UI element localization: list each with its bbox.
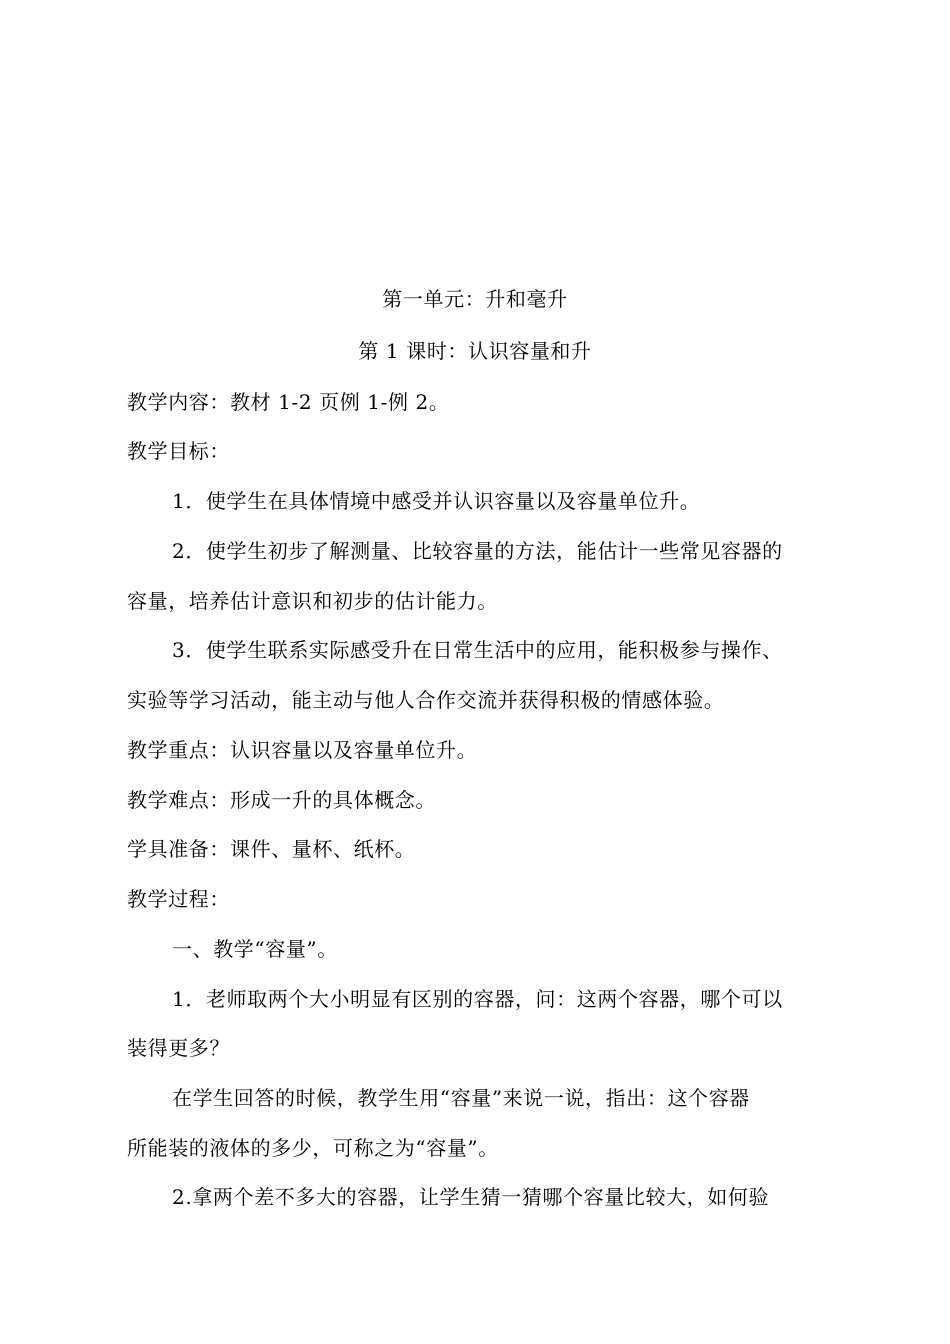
process-heading: 教学过程： (127, 887, 230, 911)
step-1-line-2: 装得更多？ (127, 1036, 230, 1060)
paragraph-line-1: 在学生回答的时候，教学生用“容量”来说一说，指出：这个容器 (172, 1086, 750, 1110)
goal-3-line-1: 3．使学生联系实际感受升在日常生活中的应用，能积极参与操作、 (172, 638, 783, 662)
goal-3-line-2: 实验等学习活动，能主动与他人合作交流并获得积极的情感体验。 (127, 688, 725, 712)
materials: 学具准备：课件、量杯、纸杯。 (127, 837, 416, 861)
goal-2-line-2: 容量，培养估计意识和初步的估计能力。 (127, 589, 498, 613)
step-2-line-1: 2.拿两个差不多大的容器，让学生猜一猜哪个容量比较大，如何验 (172, 1185, 770, 1209)
lesson-title: 第 1 课时：认识容量和升 (358, 339, 592, 363)
paragraph-line-2: 所能装的液体的多少，可称之为“容量”。 (127, 1136, 499, 1160)
unit-title: 第一单元：升和毫升 (382, 287, 568, 311)
section-1-heading: 一、教学“容量”。 (172, 937, 338, 961)
goal-2-line-1: 2．使学生初步了解测量、比较容量的方法，能估计一些常见容器的 (172, 539, 783, 563)
goal-1: 1．使学生在具体情境中感受并认识容量以及容量单位升。 (172, 489, 701, 513)
key-points: 教学重点：认识容量以及容量单位升。 (127, 738, 478, 762)
teaching-goals-heading: 教学目标： (127, 439, 230, 463)
step-1-line-1: 1．老师取两个大小明显有区别的容器，问：这两个容器，哪个可以 (172, 987, 783, 1011)
difficult-points: 教学难点：形成一升的具体概念。 (127, 788, 436, 812)
teaching-content: 教学内容：教材 1-2 页例 1-例 2。 (127, 390, 450, 414)
